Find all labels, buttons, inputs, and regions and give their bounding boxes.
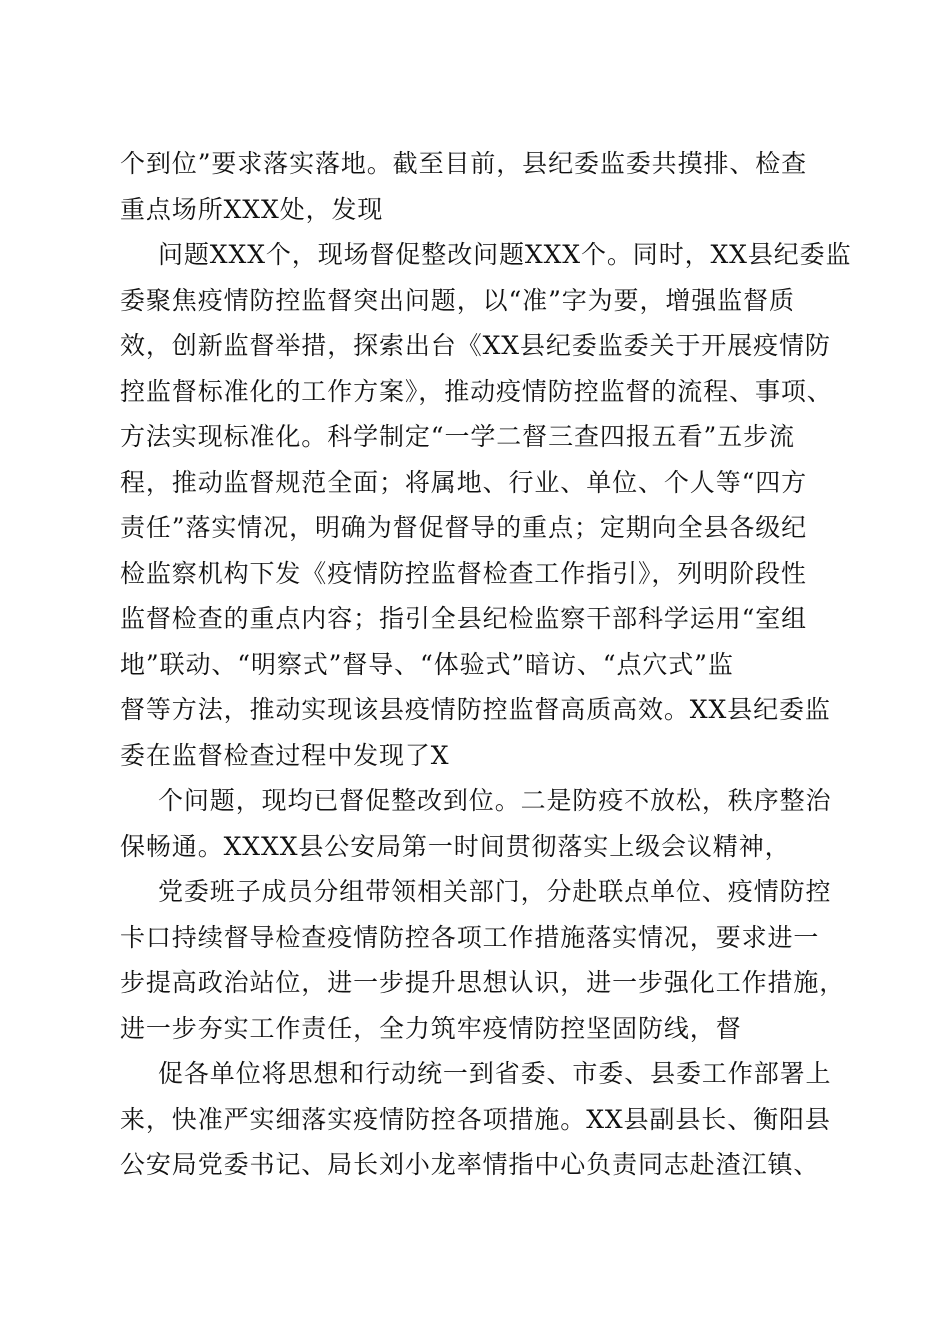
text-line: 方法实现标准化。科学制定“一学二督三查四报五看”五步流: [120, 422, 795, 451]
text-line: 效，创新监督举措，探索出台《XX县纪委监委关于开展疫情防: [120, 331, 831, 360]
text-line: 保畅通。XXXX县公安局第一时间贯彻落实上级会议精神，: [120, 831, 791, 861]
text-line: 责任”落实情况，明确为督促督导的重点；定期向全县各级纪: [120, 513, 808, 542]
text-line: 控监督标准化的工作方案》，推动疫情防控监督的流程、事项、: [120, 376, 833, 406]
text-line: 问题XXX个，现场督促整改问题XXX个。同时，XX县纪委监: [158, 240, 852, 269]
text-line: 地”联动、“明察式”督导、“体验式”暗访、“点穴式”监: [120, 649, 734, 679]
document-body: [120, 141, 860, 1188]
text-line: 来，快准严实细落实疫情防控各项措施。XX县副县长、衡阳县: [120, 1104, 831, 1134]
text-line: 委聚焦疫情防控监督突出问题，以“准”字为要，增强监督质: [120, 285, 795, 315]
text-line: 检监察机构下发《疫情防控监督检查工作指引》，列明阶段性: [120, 558, 807, 588]
text-line: 程，推动监督规范全面；将属地、行业、单位、个人等“四方: [120, 467, 808, 497]
text-line: 党委班子成员分组带领相关部门，分赴联点单位、疫情防控: [158, 877, 832, 906]
text-line: 重点场所XXX处，发现: [120, 194, 384, 224]
text-line: 个到位”要求落实落地。截至目前，县纪委监委共摸排、检查: [120, 149, 808, 178]
text-line: 卡口持续督导检查疫情防控各项工作措施落实情况，要求进一: [120, 922, 820, 952]
text-line: 委在监督检查过程中发现了X: [120, 740, 450, 770]
text-line: 督等方法，推动实现该县疫情防控监督高质高效。XX县纪委监: [120, 695, 831, 724]
text-line: 步提高政治站位，进一步提升思想认识，进一步强化工作措施，: [120, 968, 846, 997]
text-line: 促各单位将思想和行动统一到省委、市委、县委工作部署上: [158, 1059, 832, 1088]
text-line: 进一步夯实工作责任，全力筑牢疫情防控坚固防线，督: [120, 1013, 742, 1043]
text-line: 个问题，现均已督促整改到位。二是防疫不放松，秩序整治: [158, 786, 832, 815]
text-line: 公安局党委书记、局长刘小龙率情指中心负责同志赴渣江镇、: [120, 1150, 820, 1179]
text-line: 监督检查的重点内容；指引全县纪检监察干部科学运用“室组: [120, 604, 808, 633]
